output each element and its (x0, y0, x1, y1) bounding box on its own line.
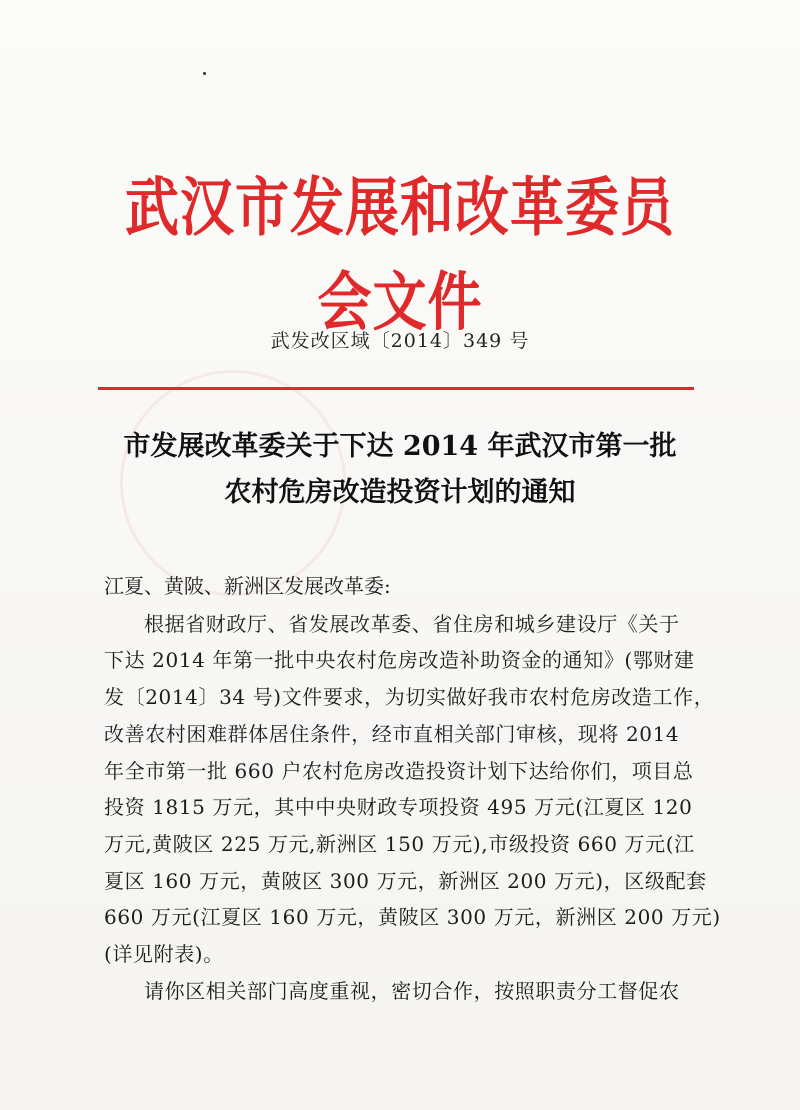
body-line-1: 根据省财政厅、省发展改革委、省住房和城乡建设厅《关于 (144, 612, 680, 636)
body-line-6: 投资 1815 万元，其中中央财政专项投资 495 万元(江夏区 120 (104, 795, 693, 819)
body-line-4: 改善农村困难群体居住条件，经市直相关部门审核，现将 2014 (104, 722, 680, 746)
title-line-1: 市发展改革委关于下达 2014 年武汉市第一批 (123, 431, 677, 462)
body-line-7: 万元,黄陂区 225 万元,新洲区 150 万元),市级投资 660 万元(江 (104, 832, 695, 856)
body-line-10: (详见附表)。 (104, 942, 224, 966)
document-title (60, 424, 740, 516)
body-line-8: 夏区 160 万元，黄陂区 300 万元，新洲区 200 万元)，区级配套 (104, 869, 707, 893)
body-line-2: 下达 2014 年第一批中央农村危房改造补助资金的通知》(鄂财建 (104, 648, 695, 672)
body-line-5: 年全市第一批 660 户农村危房改造投资计划下达给你们，项目总 (104, 759, 694, 783)
red-divider (98, 387, 694, 390)
body-line-3: 发〔2014〕34 号)文件要求，为切实做好我市农村危房改造工作， (104, 685, 715, 709)
document-number: 武发改区域〔2014〕349 号 (270, 330, 530, 352)
addressee: 江夏、黄陂、新洲区发展改革委: (104, 574, 391, 598)
body-line-9: 660 万元(江夏区 160 万元，黄陂区 300 万元，新洲区 200 万元) (104, 905, 721, 929)
title-line-2: 农村危房改造投资计划的通知 (224, 477, 576, 508)
document-masthead: 武汉市发展和改革委员会文件 (125, 169, 675, 340)
body-line-11: 请你区相关部门高度重视，密切合作，按照职责分工督促农 (144, 979, 680, 1003)
ink-dot (203, 72, 206, 75)
